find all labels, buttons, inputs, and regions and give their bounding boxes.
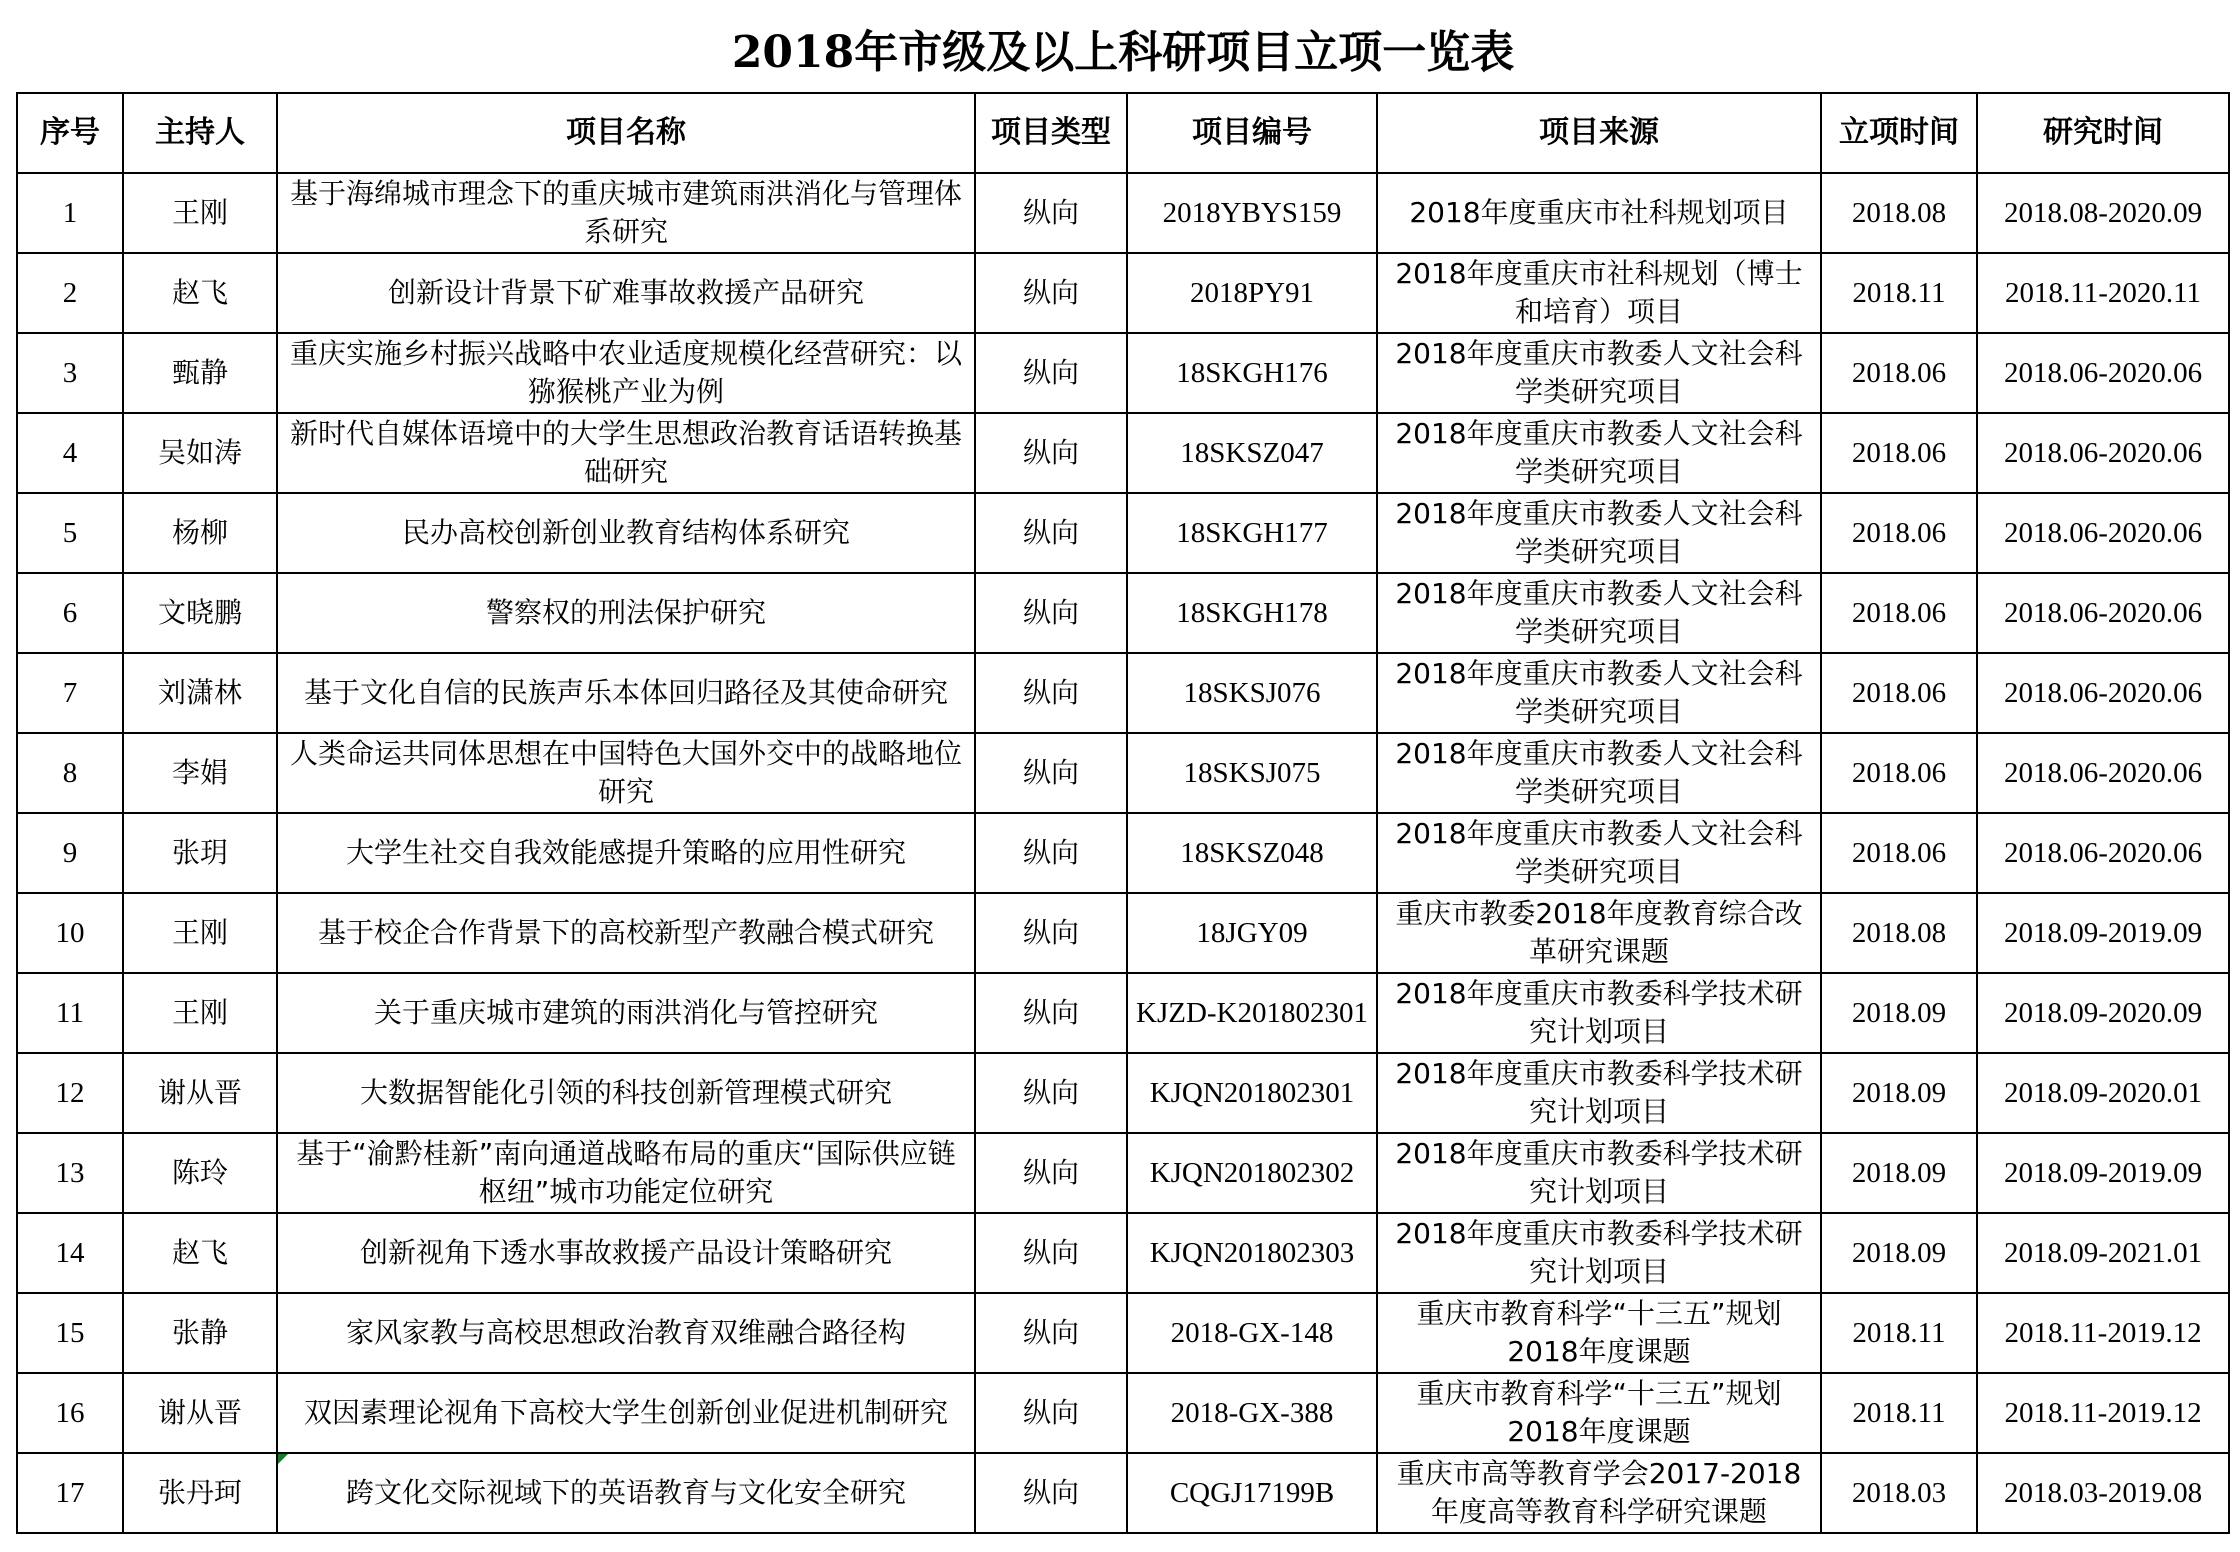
cell-host[interactable]: 李娟: [123, 733, 277, 813]
cell-host[interactable]: 谢从晋: [123, 1053, 277, 1133]
cell-start[interactable]: 2018.08: [1821, 173, 1977, 253]
cell-host[interactable]: 王刚: [123, 893, 277, 973]
cell-no[interactable]: 6: [17, 573, 123, 653]
cell-project-name[interactable]: 基于海绵城市理念下的重庆城市建筑雨洪消化与管理体系研究: [277, 173, 975, 253]
table-row: [17, 1293, 2229, 1373]
cell-period[interactable]: 2018.09-2020.09: [1977, 973, 2229, 1053]
cell-start[interactable]: 2018.06: [1821, 653, 1977, 733]
cell-no[interactable]: 16: [17, 1373, 123, 1453]
cell-source[interactable]: 重庆市教委2018年度教育综合改革研究课题: [1377, 893, 1821, 973]
cell-type[interactable]: 纵向: [975, 1373, 1127, 1453]
cell-period[interactable]: 2018.09-2019.09: [1977, 1133, 2229, 1213]
cell-code[interactable]: 2018YBYS159: [1127, 173, 1377, 253]
table-row: [17, 733, 2229, 813]
table-row: [17, 173, 2229, 253]
cell-period[interactable]: 2018.09-2019.09: [1977, 893, 2229, 973]
cell-source[interactable]: 2018年度重庆市教委人文社会科学类研究项目: [1377, 653, 1821, 733]
cell-period[interactable]: 2018.06-2020.06: [1977, 493, 2229, 573]
cell-code[interactable]: KJQN201802303: [1127, 1213, 1377, 1293]
cell-type[interactable]: 纵向: [975, 893, 1127, 973]
cell-host[interactable]: 赵飞: [123, 1213, 277, 1293]
col-header-type[interactable]: 项目类型: [975, 93, 1127, 173]
cell-period[interactable]: 2018.11-2019.12: [1977, 1373, 2229, 1453]
cell-source[interactable]: 2018年度重庆市教委人文社会科学类研究项目: [1377, 333, 1821, 413]
cell-host[interactable]: 文晓鹏: [123, 573, 277, 653]
cell-type[interactable]: 纵向: [975, 333, 1127, 413]
cell-host[interactable]: 张静: [123, 1293, 277, 1373]
col-header-name[interactable]: 项目名称: [277, 93, 975, 173]
cell-project-name[interactable]: 跨文化交际视域下的英语教育与文化安全研究: [277, 1453, 975, 1533]
cell-code[interactable]: KJQN201802301: [1127, 1053, 1377, 1133]
cell-start[interactable]: 2018.09: [1821, 1213, 1977, 1293]
cell-source[interactable]: 2018年度重庆市教委人文社会科学类研究项目: [1377, 493, 1821, 573]
table-row: [17, 893, 2229, 973]
cell-host[interactable]: 张玥: [123, 813, 277, 893]
cell-code[interactable]: 2018-GX-148: [1127, 1293, 1377, 1373]
table-row: [17, 1453, 2229, 1533]
cell-start[interactable]: 2018.06: [1821, 413, 1977, 493]
cell-project-name[interactable]: 大学生社交自我效能感提升策略的应用性研究: [277, 813, 975, 893]
cell-period[interactable]: 2018.06-2020.06: [1977, 573, 2229, 653]
cell-start[interactable]: 2018.06: [1821, 493, 1977, 573]
cell-project-name[interactable]: 新时代自媒体语境中的大学生思想政治教育话语转换基础研究: [277, 413, 975, 493]
cell-project-name[interactable]: 基于“渝黔桂新”南向通道战略布局的重庆“国际供应链枢纽”城市功能定位研究: [277, 1133, 975, 1213]
table-row: [17, 973, 2229, 1053]
table-row: [17, 1133, 2229, 1213]
cell-project-name[interactable]: 关于重庆城市建筑的雨洪消化与管控研究: [277, 973, 975, 1053]
col-header-start[interactable]: 立项时间: [1821, 93, 1977, 173]
cell-no[interactable]: 3: [17, 333, 123, 413]
cell-code[interactable]: 18SKSJ075: [1127, 733, 1377, 813]
cell-project-name[interactable]: 人类命运共同体思想在中国特色大国外交中的战略地位研究: [277, 733, 975, 813]
cell-type[interactable]: 纵向: [975, 253, 1127, 333]
title-row: [17, 14, 2229, 93]
cell-no[interactable]: 7: [17, 653, 123, 733]
cell-host[interactable]: 甄静: [123, 333, 277, 413]
cell-source[interactable]: 2018年度重庆市教委科学技术研究计划项目: [1377, 1053, 1821, 1133]
cell-code[interactable]: 18SKGH178: [1127, 573, 1377, 653]
cell-type[interactable]: 纵向: [975, 173, 1127, 253]
cell-period[interactable]: 2018.09-2020.01: [1977, 1053, 2229, 1133]
cell-source[interactable]: 2018年度重庆市教委科学技术研究计划项目: [1377, 1213, 1821, 1293]
cell-period[interactable]: 2018.06-2020.06: [1977, 653, 2229, 733]
cell-no[interactable]: 17: [17, 1453, 123, 1533]
cell-code[interactable]: 2018-GX-388: [1127, 1373, 1377, 1453]
table-row: [17, 493, 2229, 573]
cell-host[interactable]: 王刚: [123, 973, 277, 1053]
cell-host[interactable]: 陈玲: [123, 1133, 277, 1213]
cell-start[interactable]: 2018.06: [1821, 733, 1977, 813]
cell-code[interactable]: 18SKSZ048: [1127, 813, 1377, 893]
col-header-host[interactable]: 主持人: [123, 93, 277, 173]
col-header-no[interactable]: 序号: [17, 93, 123, 173]
cell-project-name[interactable]: 家风家教与高校思想政治教育双维融合路径构: [277, 1293, 975, 1373]
cell-source[interactable]: 2018年度重庆市教委科学技术研究计划项目: [1377, 973, 1821, 1053]
cell-host[interactable]: 吴如涛: [123, 413, 277, 493]
cell-code[interactable]: 18SKSZ047: [1127, 413, 1377, 493]
cell-no[interactable]: 4: [17, 413, 123, 493]
table-row: [17, 1053, 2229, 1133]
spreadsheet: [16, 14, 2228, 1540]
cell-period[interactable]: 2018.06-2020.06: [1977, 733, 2229, 813]
cell-host[interactable]: 王刚: [123, 173, 277, 253]
cell-code[interactable]: KJZD-K201802301: [1127, 973, 1377, 1053]
cell-type[interactable]: 纵向: [975, 653, 1127, 733]
cell-start[interactable]: 2018.09: [1821, 1133, 1977, 1213]
table-row: [17, 813, 2229, 893]
cell-source[interactable]: 重庆市教育科学“十三五”规划2018年度课题: [1377, 1293, 1821, 1373]
cell-no[interactable]: 2: [17, 253, 123, 333]
cell-period[interactable]: 2018.11-2020.11: [1977, 253, 2229, 333]
cell-type[interactable]: 纵向: [975, 733, 1127, 813]
cell-code[interactable]: 18SKSJ076: [1127, 653, 1377, 733]
cell-source[interactable]: 2018年度重庆市教委科学技术研究计划项目: [1377, 1133, 1821, 1213]
cell-host[interactable]: 刘潇林: [123, 653, 277, 733]
cell-start[interactable]: 2018.09: [1821, 973, 1977, 1053]
cell-type[interactable]: 纵向: [975, 573, 1127, 653]
cell-project-name[interactable]: 民办高校创新创业教育结构体系研究: [277, 493, 975, 573]
cell-period[interactable]: 2018.08-2020.09: [1977, 173, 2229, 253]
table-row: [17, 253, 2229, 333]
cell-host[interactable]: 谢从晋: [123, 1373, 277, 1453]
cell-source[interactable]: 重庆市教育科学“十三五”规划2018年度课题: [1377, 1373, 1821, 1453]
cell-no[interactable]: 5: [17, 493, 123, 573]
col-header-code[interactable]: 项目编号: [1127, 93, 1377, 173]
col-header-source[interactable]: 项目来源: [1377, 93, 1821, 173]
cell-start[interactable]: 2018.11: [1821, 1373, 1977, 1453]
cell-period[interactable]: 2018.06-2020.06: [1977, 333, 2229, 413]
cell-type[interactable]: 纵向: [975, 1053, 1127, 1133]
cell-no[interactable]: 8: [17, 733, 123, 813]
header-row: [17, 93, 2229, 173]
cell-no[interactable]: 13: [17, 1133, 123, 1213]
cell-source[interactable]: 2018年度重庆市教委人文社会科学类研究项目: [1377, 813, 1821, 893]
cell-project-name[interactable]: 创新设计背景下矿难事故救援产品研究: [277, 253, 975, 333]
cell-host[interactable]: 张丹珂: [123, 1453, 277, 1533]
cell-start[interactable]: 2018.06: [1821, 813, 1977, 893]
cell-project-name[interactable]: 基于校企合作背景下的高校新型产教融合模式研究: [277, 893, 975, 973]
cell-code[interactable]: CQGJ17199B: [1127, 1453, 1377, 1533]
cell-source[interactable]: 2018年度重庆市教委人文社会科学类研究项目: [1377, 733, 1821, 813]
cell-no[interactable]: 14: [17, 1213, 123, 1293]
cell-type[interactable]: 纵向: [975, 813, 1127, 893]
table-row: [17, 653, 2229, 733]
cell-period[interactable]: 2018.11-2019.12: [1977, 1293, 2229, 1373]
cell-no[interactable]: 10: [17, 893, 123, 973]
cell-project-name[interactable]: 创新视角下透水事故救援产品设计策略研究: [277, 1213, 975, 1293]
cell-type[interactable]: 纵向: [975, 493, 1127, 573]
cell-type[interactable]: 纵向: [975, 1213, 1127, 1293]
cell-project-name[interactable]: 基于文化自信的民族声乐本体回归路径及其使命研究: [277, 653, 975, 733]
cell-period[interactable]: 2018.09-2021.01: [1977, 1213, 2229, 1293]
cell-type[interactable]: 纵向: [975, 1133, 1127, 1213]
cell-period[interactable]: 2018.06-2020.06: [1977, 413, 2229, 493]
cell-type[interactable]: 纵向: [975, 1293, 1127, 1373]
cell-no[interactable]: 9: [17, 813, 123, 893]
table-row: [17, 1213, 2229, 1293]
cell-project-name[interactable]: 大数据智能化引领的科技创新管理模式研究: [277, 1053, 975, 1133]
cell-period[interactable]: 2018.06-2020.06: [1977, 813, 2229, 893]
table-title[interactable]: 2018年市级及以上科研项目立项一览表: [17, 14, 2229, 93]
cell-source[interactable]: 2018年度重庆市社科规划（博士和培育）项目: [1377, 253, 1821, 333]
cell-no[interactable]: 1: [17, 173, 123, 253]
cell-code[interactable]: 18SKGH177: [1127, 493, 1377, 573]
cell-code[interactable]: 18JGY09: [1127, 893, 1377, 973]
cell-start[interactable]: 2018.09: [1821, 1053, 1977, 1133]
cell-period[interactable]: 2018.03-2019.08: [1977, 1453, 2229, 1533]
cell-source[interactable]: 2018年度重庆市教委人文社会科学类研究项目: [1377, 573, 1821, 653]
cell-code[interactable]: KJQN201802302: [1127, 1133, 1377, 1213]
cell-no[interactable]: 11: [17, 973, 123, 1053]
cell-indicator-icon: [278, 1454, 288, 1464]
cell-source[interactable]: 2018年度重庆市社科规划项目: [1377, 173, 1821, 253]
cell-source[interactable]: 2018年度重庆市教委人文社会科学类研究项目: [1377, 413, 1821, 493]
cell-start[interactable]: 2018.03: [1821, 1453, 1977, 1533]
cell-start[interactable]: 2018.11: [1821, 1293, 1977, 1373]
cell-start[interactable]: 2018.08: [1821, 893, 1977, 973]
table-row: [17, 1373, 2229, 1453]
cell-type[interactable]: 纵向: [975, 1453, 1127, 1533]
cell-start[interactable]: 2018.06: [1821, 333, 1977, 413]
cell-project-name[interactable]: 警察权的刑法保护研究: [277, 573, 975, 653]
cell-start[interactable]: 2018.11: [1821, 253, 1977, 333]
cell-no[interactable]: 15: [17, 1293, 123, 1373]
table-body: [17, 173, 2229, 1533]
cell-host[interactable]: 赵飞: [123, 253, 277, 333]
cell-start[interactable]: 2018.06: [1821, 573, 1977, 653]
table-row: [17, 413, 2229, 493]
cell-project-name[interactable]: 双因素理论视角下高校大学生创新创业促进机制研究: [277, 1373, 975, 1453]
cell-source[interactable]: 重庆市高等教育学会2017-2018年度高等教育科学研究课题: [1377, 1453, 1821, 1533]
table-row: [17, 333, 2229, 413]
cell-code[interactable]: 18SKGH176: [1127, 333, 1377, 413]
cell-type[interactable]: 纵向: [975, 413, 1127, 493]
cell-type[interactable]: 纵向: [975, 973, 1127, 1053]
table-row: [17, 573, 2229, 653]
cell-no[interactable]: 12: [17, 1053, 123, 1133]
project-table: [16, 14, 2230, 1534]
cell-host[interactable]: 杨柳: [123, 493, 277, 573]
col-header-period[interactable]: 研究时间: [1977, 93, 2229, 173]
cell-project-name[interactable]: 重庆实施乡村振兴战略中农业适度规模化经营研究：以猕猴桃产业为例: [277, 333, 975, 413]
cell-code[interactable]: 2018PY91: [1127, 253, 1377, 333]
